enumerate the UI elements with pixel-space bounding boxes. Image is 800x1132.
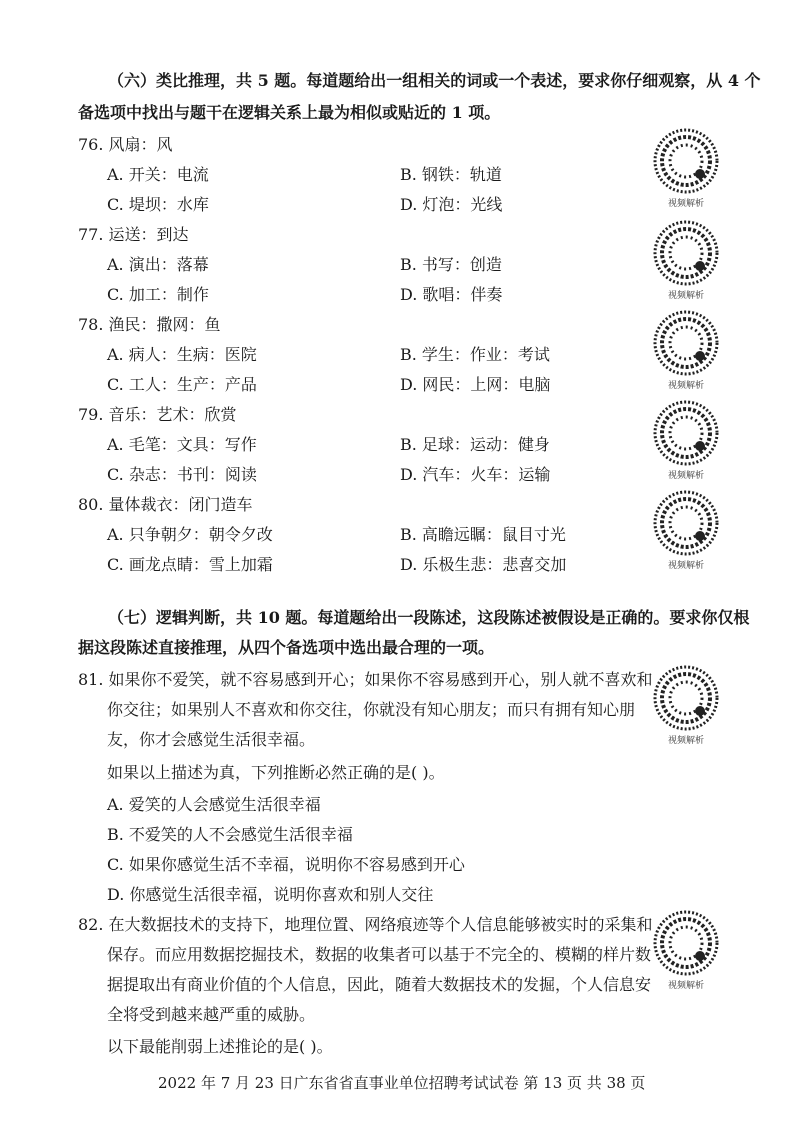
qr-caption: 视频解析	[667, 381, 704, 391]
q79-stem: 79. 音乐：艺术：欣赏	[78, 405, 237, 424]
q77-stem: 77. 运送：到达	[78, 225, 189, 244]
section6-line2: 备选项中找出与题干在逻辑关系上最为相似或贴近的 1 项。	[78, 103, 501, 122]
q77-option-c: C. 加工：制作	[107, 285, 209, 304]
q79-option-a: A. 毛笔：文具：写作	[107, 435, 257, 454]
q78-option-d: D. 网民：上网：电脑	[400, 375, 551, 394]
q81-stem-line1: 81. 如果你不爱笑，就不容易感到开心；如果你不容易感到开心，别人就不喜欢和	[78, 670, 653, 689]
q76-option-c: C. 堤坝：水库	[107, 195, 209, 214]
q77-option-a: A. 演出：落幕	[107, 255, 209, 274]
section6-line1: （六）类比推理，共 5 题。每道题给出一组相关的词或一个表述，要求你仔细观察，从 4 个	[108, 71, 761, 90]
section7-line1: （七）逻辑判断，共 10 题。每道题给出一段陈述，这段陈述被假设是正确的。要求你仅根	[108, 608, 750, 627]
q77-option-b: B. 书写：创造	[400, 255, 502, 274]
qr-caption: 视频解析	[667, 471, 704, 481]
q80-option-a: A. 只争朝夕：朝令夕改	[107, 525, 273, 544]
qr-code-icon	[653, 220, 719, 286]
q80-option-d: D. 乐极生悲：悲喜交加	[400, 555, 567, 574]
qr-caption: 视频解析	[667, 199, 704, 209]
qr-code-icon	[653, 128, 719, 194]
q81-stem-line3: 友，你才会感觉生活很幸福。	[107, 730, 316, 749]
qr-caption: 视频解析	[667, 736, 704, 746]
q76-option-b: B. 钢铁：轨道	[400, 165, 502, 184]
q81-option-b: B. 不爱笑的人不会感觉生活很幸福	[107, 825, 353, 844]
q76-option-a: A. 开关：电流	[107, 165, 209, 184]
qr-caption: 视频解析	[667, 981, 704, 991]
q82-stem-line3: 据提取出有商业价值的个人信息，因此，随着大数据技术的发掘，个人信息安	[107, 975, 652, 994]
q76-option-d: D. 灯泡：光线	[400, 195, 503, 214]
q78-option-a: A. 病人：生病：医院	[107, 345, 257, 364]
page-footer: 2022 年 7 月 23 日广东省省直事业单位招聘考试试卷 第 13 页 共 38 页	[158, 1074, 646, 1092]
q78-option-b: B. 学生：作业：考试	[400, 345, 550, 364]
q79-option-c: C. 杂志：书刊：阅读	[107, 465, 257, 484]
q81-option-c: C. 如果你感觉生活不幸福，说明你不容易感到开心	[107, 855, 465, 874]
qr-code-icon	[653, 400, 719, 466]
q79-option-b: B. 足球：运动：健身	[400, 435, 550, 454]
qr-code-icon	[653, 310, 719, 376]
q82-stem-line2: 保存。而应用数据挖掘技术，数据的收集者可以基于不完全的、模糊的样片数	[107, 945, 652, 964]
q76-stem: 76. 风扇：风	[78, 135, 173, 154]
q81-question: 如果以上描述为真，下列推断必然正确的是( )。	[107, 763, 445, 782]
q80-option-b: B. 高瞻远瞩：鼠目寸光	[400, 525, 566, 544]
q78-stem: 78. 渔民：撒网：鱼	[78, 315, 221, 334]
q81-stem-line2: 你交往；如果别人不喜欢和你交往，你就没有知心朋友；而只有拥有知心朋	[107, 700, 636, 719]
q81-option-a: A. 爱笑的人会感觉生活很幸福	[107, 795, 321, 814]
q82-stem-line1: 82. 在大数据技术的支持下，地理位置、网络痕迹等个人信息能够被实时的采集和	[78, 915, 653, 934]
q77-option-d: D. 歌唱：伴奏	[400, 285, 503, 304]
q82-question: 以下最能削弱上述推论的是( )。	[107, 1037, 333, 1056]
qr-code-icon	[653, 910, 719, 976]
q80-option-c: C. 画龙点睛：雪上加霜	[107, 555, 273, 574]
qr-caption: 视频解析	[667, 291, 704, 301]
q81-option-d: D. 你感觉生活很幸福，说明你喜欢和别人交往	[107, 885, 434, 904]
q79-option-d: D. 汽车：火车：运输	[400, 465, 551, 484]
section7-line2: 据这段陈述直接推理，从四个备选项中选出最合理的一项。	[78, 638, 495, 657]
q78-option-c: C. 工人：生产：产品	[107, 375, 257, 394]
q80-stem: 80. 量体裁衣：闭门造车	[78, 495, 253, 514]
qr-code-icon	[653, 665, 719, 731]
q82-stem-line4: 全将受到越来越严重的威胁。	[107, 1005, 316, 1024]
qr-code-icon	[653, 490, 719, 556]
qr-caption: 视频解析	[667, 561, 704, 571]
